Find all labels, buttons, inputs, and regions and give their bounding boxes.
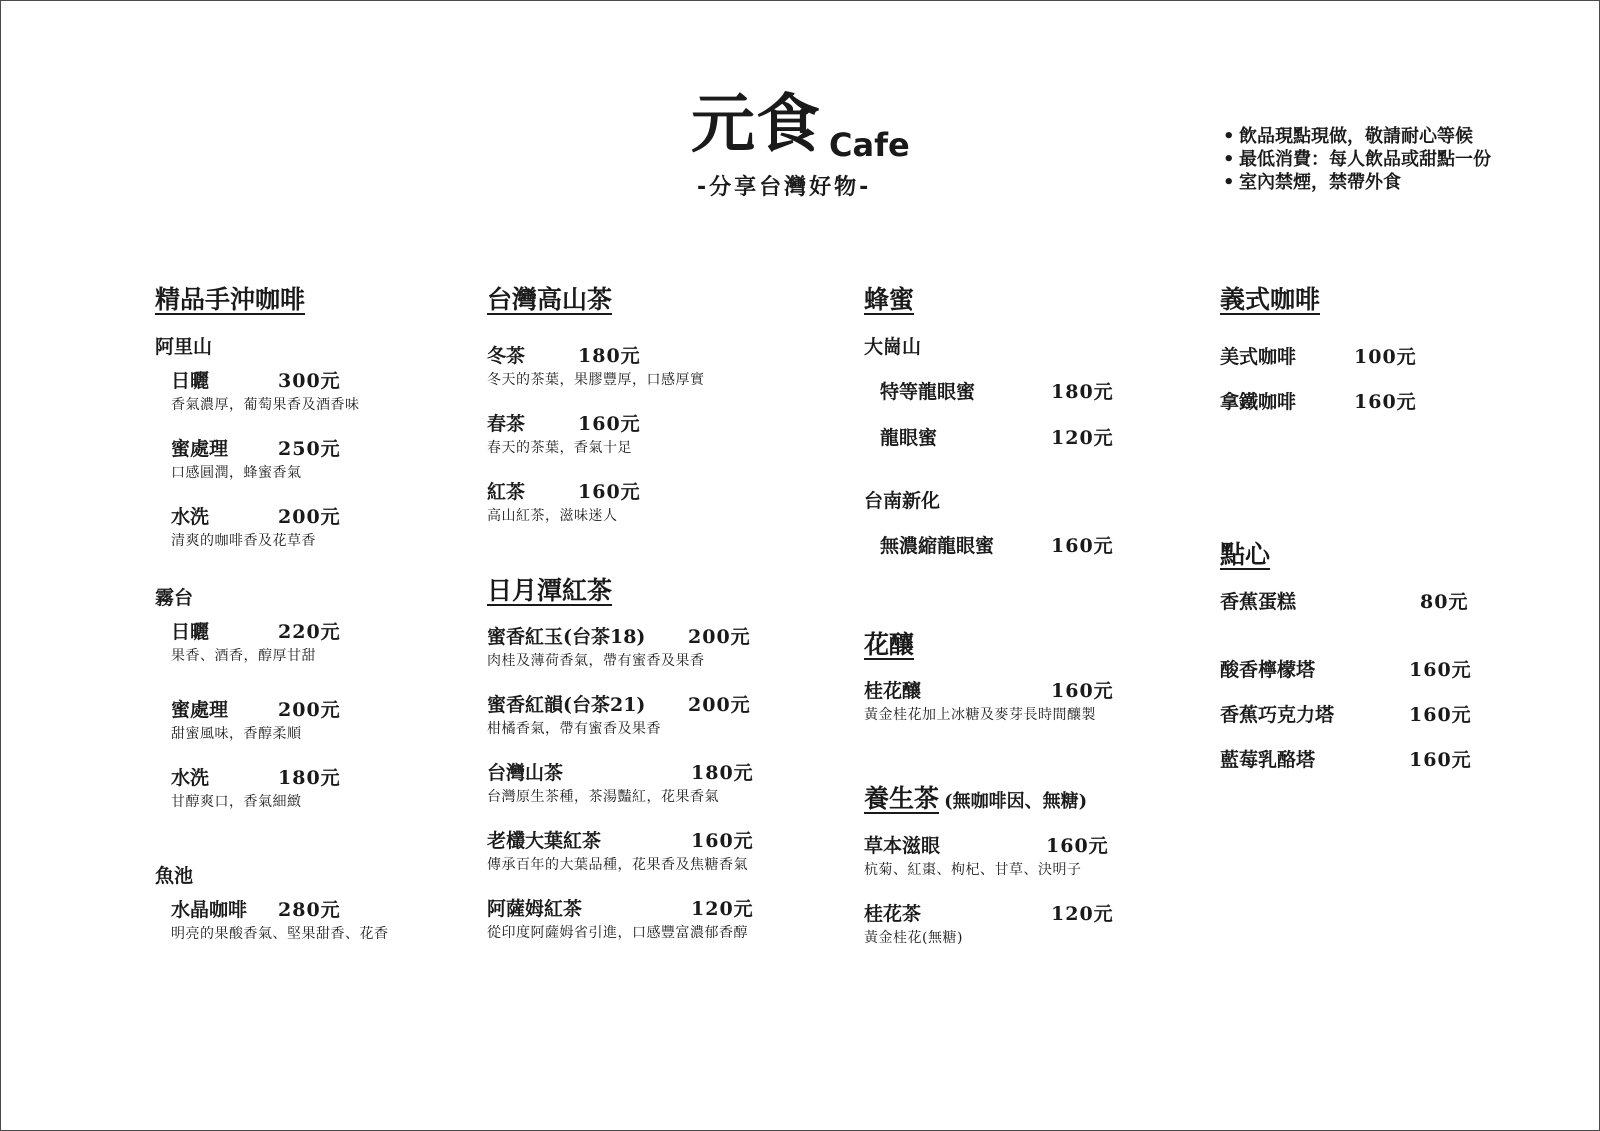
brand-name: 元食 xyxy=(691,88,821,162)
item-desc: 果香、酒香，醇厚甘甜 xyxy=(171,648,316,664)
item-price: 180元 xyxy=(278,767,341,789)
item-name: 阿薩姆紅茶 xyxy=(487,898,583,920)
item-price: 200元 xyxy=(278,506,341,528)
item-name: 酸香檸檬塔 xyxy=(1220,659,1316,681)
item-price: 120元 xyxy=(1051,903,1114,925)
item-desc: 甘醇爽口，香氣細緻 xyxy=(171,794,302,810)
item-desc: 冬天的茶葉，果膠豐厚，口感厚實 xyxy=(487,372,705,388)
item-desc: 肉桂及薄荷香氣，帶有蜜香及果香 xyxy=(487,653,705,669)
item-desc: 杭菊、紅棗、枸杞、甘草、決明子 xyxy=(864,862,1082,878)
item-name: 蜜處理 xyxy=(171,699,229,721)
item-name: 桂花釀 xyxy=(864,680,922,702)
region-title: 台南新化 xyxy=(864,490,941,512)
item-price: 160元 xyxy=(691,830,754,852)
item-name: 香蕉蛋糕 xyxy=(1220,591,1297,613)
item-name: 香蕉巧克力塔 xyxy=(1220,704,1335,726)
tagline: -分享台灣好物- xyxy=(697,175,872,200)
item-price: 220元 xyxy=(278,621,341,643)
item-name: 蜜處理 xyxy=(171,438,229,460)
item-desc: 口感圓潤，蜂蜜香氣 xyxy=(171,465,302,481)
notice-list xyxy=(1223,125,1491,194)
item-desc: 黃金桂花加上冰糖及麥芽長時間釀製 xyxy=(864,707,1096,723)
item-desc: 高山紅茶，滋味迷人 xyxy=(487,508,618,524)
item-name: 水洗 xyxy=(171,506,210,528)
item-price: 120元 xyxy=(1051,427,1114,449)
item-price: 250元 xyxy=(278,438,341,460)
item-price: 160元 xyxy=(578,481,641,503)
item-price: 280元 xyxy=(278,899,341,921)
item-price: 200元 xyxy=(688,694,751,716)
item-desc: 春天的茶葉，香氣十足 xyxy=(487,440,632,456)
region-title: 阿里山 xyxy=(155,336,213,358)
item-desc: 明亮的果酸香氣、堅果甜香、花香 xyxy=(171,926,389,942)
item-name: 美式咖啡 xyxy=(1220,346,1297,368)
item-name: 桂花茶 xyxy=(864,903,922,925)
item-desc: 甜蜜風味，香醇柔順 xyxy=(171,726,302,742)
item-price: 160元 xyxy=(1409,704,1472,726)
item-name: 藍莓乳酪塔 xyxy=(1220,749,1316,771)
item-name: 冬茶 xyxy=(487,345,526,367)
item-price: 180元 xyxy=(578,345,641,367)
item-price: 200元 xyxy=(278,699,341,721)
region-title: 魚池 xyxy=(155,865,194,887)
item-desc: 黃金桂花(無糖) xyxy=(864,930,963,946)
item-price: 160元 xyxy=(1354,391,1417,413)
item-name: 台灣山茶 xyxy=(487,762,564,784)
item-name: 日曬 xyxy=(171,621,210,643)
section-title-flower-brew: 花釀 xyxy=(864,630,915,659)
item-price: 180元 xyxy=(691,762,754,784)
item-name: 特等龍眼蜜 xyxy=(880,381,976,403)
item-name: 水洗 xyxy=(171,767,210,789)
notice-item: • 室內禁煙，禁帶外食 xyxy=(1223,171,1491,194)
item-desc: 柑橘香氣，帶有蜜香及果香 xyxy=(487,721,661,737)
item-name: 拿鐵咖啡 xyxy=(1220,391,1297,413)
item-price: 300元 xyxy=(278,370,341,392)
item-price: 180元 xyxy=(1051,381,1114,403)
section-title-pour-over-coffee: 精品手沖咖啡 xyxy=(155,285,306,314)
item-name: 龍眼蜜 xyxy=(880,427,938,449)
section-title-high-mountain-tea: 台灣高山茶 xyxy=(487,285,613,314)
item-name: 日曬 xyxy=(171,370,210,392)
item-name: 蜜香紅韻(台茶21) xyxy=(487,694,646,716)
item-price: 100元 xyxy=(1354,346,1417,368)
item-name: 水晶咖啡 xyxy=(171,899,248,921)
item-price: 160元 xyxy=(1051,535,1114,557)
item-desc: 清爽的咖啡香及花草香 xyxy=(171,533,316,549)
brand-sub: Cafe xyxy=(829,126,910,164)
section-title-desserts: 點心 xyxy=(1220,540,1271,569)
item-price: 200元 xyxy=(688,626,751,648)
item-desc: 傳承百年的大葉品種，花果香及焦糖香氣 xyxy=(487,857,748,873)
item-desc: 台灣原生茶種，茶湯豔紅，花果香氣 xyxy=(487,789,719,805)
item-price: 80元 xyxy=(1420,591,1469,613)
section-title-sun-moon-lake-black-tea: 日月潭紅茶 xyxy=(487,576,613,605)
item-desc: 從印度阿薩姆省引進，口感豐富濃郁香醇 xyxy=(487,925,748,941)
item-desc: 香氣濃厚，葡萄果香及酒香味 xyxy=(171,397,360,413)
notice-item: • 飲品現點現做，敬請耐心等候 xyxy=(1223,125,1491,148)
item-name: 無濃縮龍眼蜜 xyxy=(880,535,995,557)
item-price: 160元 xyxy=(1409,659,1472,681)
region-title: 大崗山 xyxy=(864,336,922,358)
item-price: 160元 xyxy=(1051,680,1114,702)
section-note: (無咖啡因、無糖) xyxy=(944,791,1088,812)
section-title: 養生茶 xyxy=(864,784,940,813)
section-title-herbal-tea xyxy=(864,786,1087,813)
notice-item: • 最低消費：每人飲品或甜點一份 xyxy=(1223,148,1491,171)
item-name: 老欉大葉紅茶 xyxy=(487,830,602,852)
item-name: 蜜香紅玉(台茶18) xyxy=(487,626,646,648)
section-title-honey: 蜂蜜 xyxy=(864,285,915,314)
item-price: 160元 xyxy=(578,413,641,435)
region-title: 霧台 xyxy=(155,587,194,609)
item-price: 160元 xyxy=(1409,749,1472,771)
item-name: 春茶 xyxy=(487,413,526,435)
item-name: 草本滋眼 xyxy=(864,835,941,857)
section-title-espresso: 義式咖啡 xyxy=(1220,285,1321,314)
item-price: 160元 xyxy=(1046,835,1109,857)
item-price: 120元 xyxy=(691,898,754,920)
item-name: 紅茶 xyxy=(487,481,526,503)
